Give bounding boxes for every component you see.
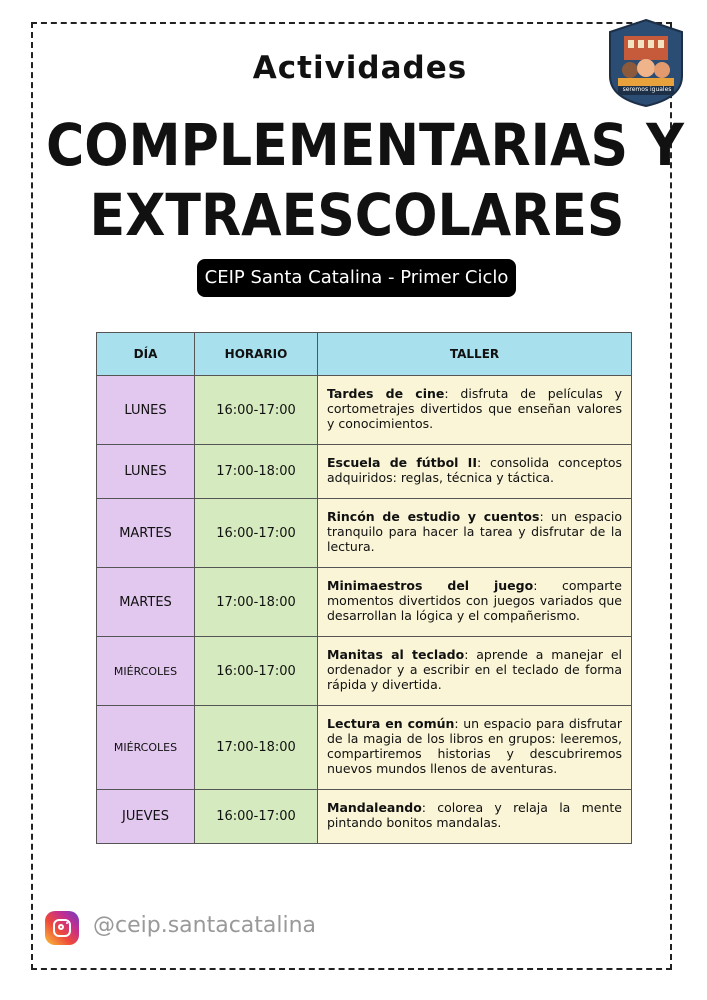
table-row (97, 706, 632, 790)
day-cell: MIÉRCOLES (97, 706, 195, 790)
page-title-line2: EXTRAESCOLARES (89, 181, 625, 249)
page-title-line1: COMPLEMENTARIAS Y (46, 111, 684, 179)
workshop-description: : consolida conceptos adquiridos: reglas, técnica y táctica. (327, 455, 622, 485)
day-cell: LUNES (97, 445, 195, 499)
workshop-description: : aprende a manejar el ordenador y a escribir en el teclado de forma rápida y divertida. (327, 647, 622, 692)
time-cell: 17:00-18:00 (195, 706, 318, 790)
workshop-description: : comparte momentos divertidos con juegos variados que desarrollan la lógica y el compañerismo. (327, 578, 622, 623)
school-subtitle-badge: CEIP Santa Catalina - Primer Ciclo (197, 259, 516, 297)
workshop-description: : disfruta de películas y cortometrajes divertidos que enseñan valores y conocimientos. (327, 386, 622, 431)
day-cell: MARTES (97, 568, 195, 637)
day-cell: LUNES (97, 376, 195, 445)
workshop-cell (318, 568, 632, 637)
time-cell: 17:00-18:00 (195, 445, 318, 499)
instagram-icon[interactable] (45, 911, 79, 945)
activities-table (96, 332, 632, 844)
column-header-time: HORARIO (195, 333, 318, 376)
table-row (97, 499, 632, 568)
workshop-description: : un espacio para disfrutar de la magia de los libros en grupos: leeremos, compartiremos historias y descubriremos nuevos mundos llenos de aventuras. (327, 716, 623, 776)
table-row (97, 568, 632, 637)
day-cell: JUEVES (97, 790, 195, 844)
table-row (97, 790, 632, 844)
page-kicker: Actividades (252, 50, 468, 86)
table-row (97, 637, 632, 706)
time-cell: 16:00-17:00 (195, 499, 318, 568)
time-cell: 16:00-17:00 (195, 376, 318, 445)
workshop-cell (318, 445, 632, 499)
workshop-name: Minimaestros del juego (327, 578, 534, 593)
instagram-handle[interactable]: @ceip.santacatalina (93, 913, 317, 938)
workshop-cell (318, 706, 632, 790)
workshop-name: Rincón de estudio y cuentos (327, 509, 540, 524)
workshop-name: Escuela de fútbol II (327, 455, 477, 470)
table-header-row (97, 333, 632, 376)
time-cell: 16:00-17:00 (195, 637, 318, 706)
workshop-name: Mandaleando (327, 800, 422, 815)
workshop-cell (318, 790, 632, 844)
workshop-name: Lectura en común (327, 716, 455, 731)
workshop-cell (318, 499, 632, 568)
day-cell: MARTES (97, 499, 195, 568)
logo-caption: seremos iguales (622, 86, 672, 93)
workshop-description: : un espacio tranquilo para hacer la tarea y disfrutar de la lectura. (327, 509, 622, 554)
table-row (97, 376, 632, 445)
workshop-name: Manitas al teclado (327, 647, 465, 662)
table-row (97, 445, 632, 499)
day-cell: MIÉRCOLES (97, 637, 195, 706)
workshop-cell (318, 637, 632, 706)
workshop-description: : colorea y relaja la mente pintando bonitos mandalas. (327, 800, 622, 830)
column-header-workshop: TALLER (318, 333, 632, 376)
workshop-name: Tardes de cine (327, 386, 445, 401)
time-cell: 17:00-18:00 (195, 568, 318, 637)
time-cell: 16:00-17:00 (195, 790, 318, 844)
column-header-day: DÍA (97, 333, 195, 376)
workshop-cell (318, 376, 632, 445)
